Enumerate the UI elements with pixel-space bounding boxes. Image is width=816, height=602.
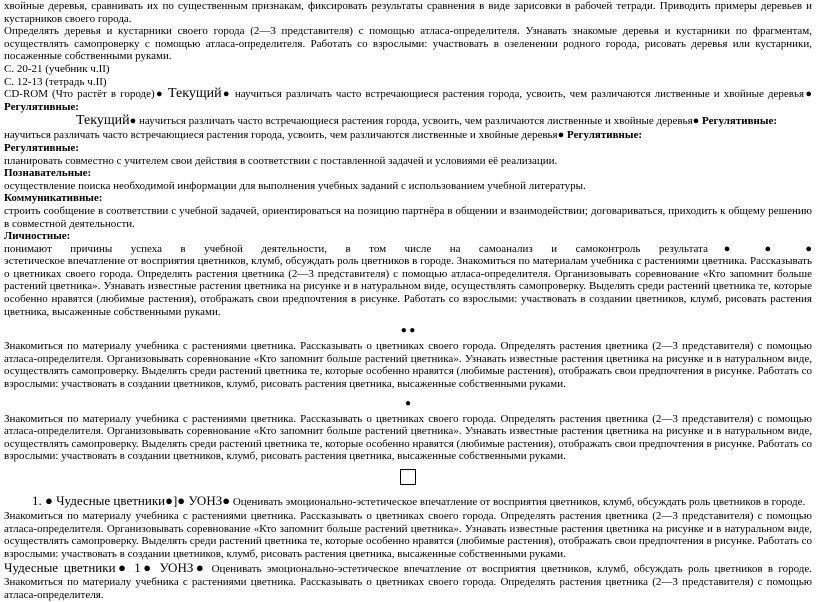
ref-textbook: С. 20-21 (учебник ч.II) (4, 62, 110, 75)
bullets-icon: ● ● ● (707, 242, 812, 255)
reg-inline-label: Регулятивные: (699, 115, 778, 128)
learn-line (4, 129, 812, 142)
item-markers: ●]● УОНЗ● (165, 493, 231, 508)
list-number: 1. (32, 493, 42, 508)
bullet-icon: ● (221, 88, 231, 101)
para-trees-compare: хвойные деревья, сравнивать их по существенным признакам, фиксировать результаты сравнения в виде зарисовки в рабочей тетради. Приводить примеры деревьев и кустарников своего города. (4, 0, 812, 25)
cdrom-text: научиться различать часто встречающиеся растения города, усвоить, чем различаются лиственные и хвойные деревья (230, 88, 805, 101)
tekushiy-line (76, 113, 812, 129)
bullet-icon: ● (45, 493, 53, 508)
tekushiy-text: научиться различать часто встречающиеся растения города, усвоить, чем различаются лиственные и хвойные деревья (136, 115, 693, 128)
poz-text: осуществление поиска необходимой информации для выполнения учебных заданий с использованием учебной литературы. (4, 179, 586, 192)
flower-block-2: Знакомиться по материалу учебника с растениями цветника. Рассказывать о цветниках своего города. Определять растения цветника (2—3 представителя) с помощью атласа-определителя. Организовывать соревнование «Кто запомнит больше растений цветника». Узнавать известные растения цветника на рисунке и в натуральном виде, осуществлять самопроверку. Выделять среди растений цветника те, которые особенно нравятся (любимые растения), отображать свои предпочтения в рисунке. Работать со взрослыми: участвовать в создании цветников, клумб, рисовать растения цветника, высаженные собственными руками. (4, 412, 812, 463)
reg-heading: Регулятивные: (4, 141, 79, 154)
para-trees-identify: Определять деревья и кустарники своего города (2—3 представителя) с помощью атласа-определителя. Узнавать знакомые деревья и кустарники по фрагментам, осуществлять самопроверку с помощью атласа-определителя. Работать со взрослыми: участвовать в озеленении родного города, рисовать деревья или кустарники, посаженные собственными руками. (4, 25, 812, 63)
flower-block-1: Знакомиться по материалу учебника с растениями цветника. Рассказывать о цветниках своего города. Определять растения цветника (2—3 представителя) с помощью атласа-определителя. Организовывать соревнование «Кто запомнит больше растений цветника». Узнавать известные растения цветника на рисунке и в натуральном виде, осуществлять самопроверку. Выделять среди растений цветника те, которые особенно нравятся (любимые растения), отображать свои предпочтения в рисунке. Работать со взрослыми: участвовать в создании цветников, клумб, рисовать растения цветника, высаженные собственными руками. (4, 340, 812, 391)
ref-workbook: С. 12-13 (тетрадь ч.II) (4, 75, 107, 88)
reg-text: планировать совместно с учителем свои действия в соответствии с поставленной задачей и условиями её реализации. (4, 154, 558, 167)
checkbox-icon[interactable] (400, 469, 416, 485)
item-text: Оценивать эмоционально-эстетическое впечатление от восприятия цветников, клумб, обсуждать роль цветников в городе. (230, 496, 806, 508)
last-markers: ● 1● УОНЗ● (115, 560, 207, 576)
bullet-icon: ● (154, 88, 164, 101)
bullet-icon: ● (557, 129, 565, 142)
tekushiy-label: Текущий (167, 86, 222, 102)
double-bullet-icon: ● ● (400, 325, 416, 337)
bullet-icon: ● (692, 115, 700, 128)
lich-text: понимают причины успеха в учебной деятельности, в том числе на самоанализ и самоконтроль результата (4, 242, 708, 255)
reg-inline-label: Регулятивные: (4, 100, 79, 113)
learn-text: научиться различать часто встречающиеся растения города, усвоить, чем различаются лиственные и хвойные деревья (4, 129, 558, 142)
tekushiy-label: Текущий (76, 113, 130, 129)
last-line (4, 560, 812, 601)
kom-text: строить сообщение в соответствии с учебной задачей, ориентироваться на позицию партнёра в общении и взаимодействии; договариваться, приходить к общему решению в совместной деятельности. (4, 204, 812, 230)
bullet-icon: ● (404, 397, 412, 409)
bullet-icon: ● (804, 88, 813, 101)
cdrom-prefix: CD-ROM (Что растёт в городе) (4, 88, 155, 101)
lich-line (4, 243, 812, 256)
lich-cont: эстетическое впечатление от восприятия цветников, клумб, обсуждать роль цветников в городе. Знакомиться по материалам учебника с растениями цветника. Рассказывать о цветниках своего города. Определять растения цветника (2—3 представителя) с помощью атласа-определителя. Организовывать соревнование «Кто запомнит больше растений цветника». Узнавать известные растения цветника на рисунке и в натуральном виде, осуществлять самопроверку. Выделять среди растений цветника те, которые особенно нравятся (любимые растения), отображать свои предпочтения в рисунке. Работать со взрослыми: участвовать в создании цветников, клумб, рисовать растения цветника, высаженные собственными руками. (4, 255, 812, 318)
bullet-icon: ● (129, 115, 137, 128)
flower-block-3: Знакомиться по материалу учебника с растениями цветника. Рассказывать о цветниках своего города. Определять растения цветника (2—3 представителя) с помощью атласа-определителя. Организовывать соревнование «Кто запомнит больше растений цветника». Узнавать известные растения цветника на рисунке и в натуральном виде, осуществлять самопроверку. Выделять среди растений цветника те, которые особенно нравятся (любимые растения), отображать свои предпочтения в рисунке. Работать со взрослыми: участвовать в создании цветников, клумб, рисовать растения цветника, высаженные собственными руками. (4, 510, 812, 560)
list-item-1 (32, 493, 812, 510)
cdrom-line (4, 88, 812, 113)
reg-inline-label: Регулятивные: (564, 129, 642, 142)
last-text: Оценивать эмоционально-эстетическое впечатление от восприятия цветников, клумб, обсуждать роль цветников в городе. Знакомиться по материалу учебника с растениями цветника. Рассказывать о цветниках своего города. Определять растения цветника (2—3 представителя) с помощью атласа-определителя. (4, 563, 812, 601)
kom-heading: Коммуникативные: (4, 192, 103, 205)
item-title: Чудесные цветники (52, 493, 166, 508)
last-title: Чудесные цветники (4, 560, 116, 576)
poz-heading: Познавательные: (4, 167, 92, 180)
lich-heading: Личностные: (4, 230, 71, 243)
